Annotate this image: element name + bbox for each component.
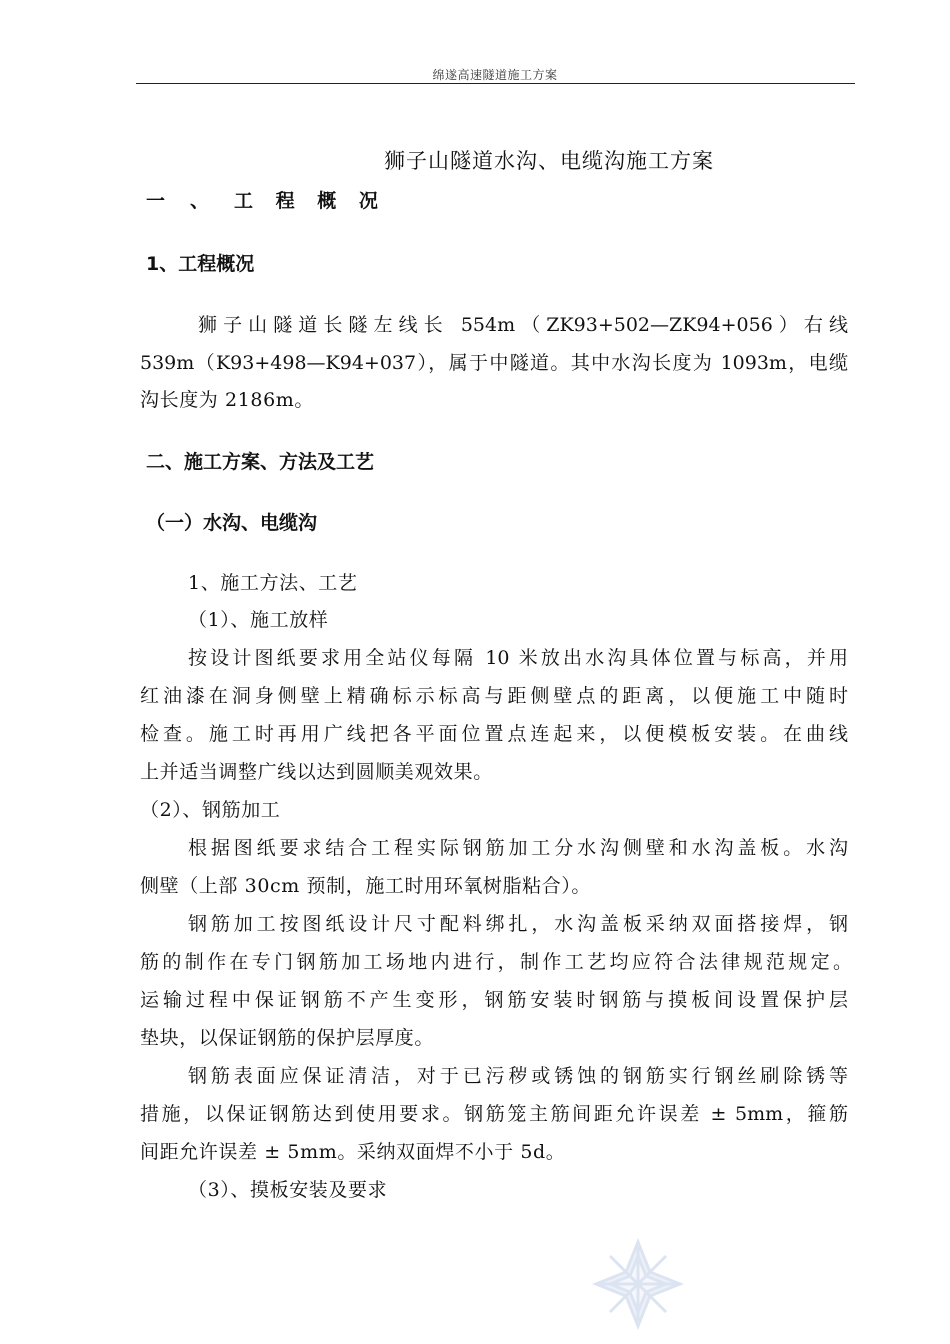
subsection-1-heading: 1、工程概况 [146,253,255,275]
section-2-1-heading: （一）水沟、电缆沟 [146,512,318,534]
document-title: 狮子山隧道水沟、电缆沟施工方案 [384,149,714,173]
paragraph-line: 垫块，以保证钢筋的保护层厚度。 [140,1027,435,1049]
section-1-number: 一 [146,190,166,212]
paragraph-line: 沟长度为 2186m。 [140,389,315,411]
snowflake-logo-icon [590,1236,686,1332]
paragraph-line: 筋的制作在专门钢筋加工场地内进行，制作工艺均应符合法律规范规定。 [140,951,852,973]
paragraph-line: 措施，以保证钢筋达到使用要求。钢筋笼主筋间距允许误差 ± 5mm，箍筋 [140,1103,848,1125]
item-1-3-heading: （3）、摸板安装及要求 [188,1179,388,1201]
paragraph-line: 运输过程中保证钢筋不产生变形，钢筋安装时钢筋与摸板间设置保护层 [140,989,848,1011]
running-header: 绵遂高速隧道施工方案 [432,68,558,82]
paragraph-line: 钢筋加工按图纸设计尺寸配料绑扎，水沟盖板采纳双面搭接焊，钢 [188,913,848,935]
item-1-heading: 1、施工方法、工艺 [188,572,358,594]
paragraph-line: 间距允许误差 ± 5mm。采纳双面焊不小于 5d。 [140,1141,566,1163]
item-1-1-heading: （1）、施工放样 [188,609,329,631]
paragraph-line: 红油漆在洞身侧壁上精确标示标高与距侧壁点的距离，以便施工中随时 [140,685,848,707]
section-2-heading: 二、施工方案、方法及工艺 [146,451,375,473]
section-1-separator: 、 [190,190,210,212]
paragraph-line: 根据图纸要求结合工程实际钢筋加工分水沟侧壁和水沟盖板。水沟 [188,837,848,859]
paragraph-line: 狮子山隧道长隧左线长 554m（ZK93+502—ZK94+056）右线 [198,314,848,336]
paragraph-line: 检查。施工时再用广线把各平面位置点连起来，以便模板安装。在曲线 [140,723,848,745]
paragraph-line: 侧壁（上部 30cm 预制，施工时用环氧树脂粘合）。 [140,875,592,897]
paragraph-line: 上并适当调整广线以达到圆顺美观效果。 [140,761,493,783]
paragraph-line: 539m（K93+498—K94+037），属于中隧道。其中水沟长度为 1093m，电缆 [140,352,848,374]
header-rule [136,83,855,84]
paragraph-line: 钢筋表面应保证清洁，对于已污秽或锈蚀的钢筋实行钢丝刷除锈等 [188,1065,848,1087]
section-1-title: 工 程 概 况 [234,190,386,212]
item-1-2-heading: （2）、钢筋加工 [140,799,281,821]
paragraph-line: 按设计图纸要求用全站仪每隔 10 米放出水沟具体位置与标高，并用 [188,647,848,669]
section-1-heading [146,186,386,213]
